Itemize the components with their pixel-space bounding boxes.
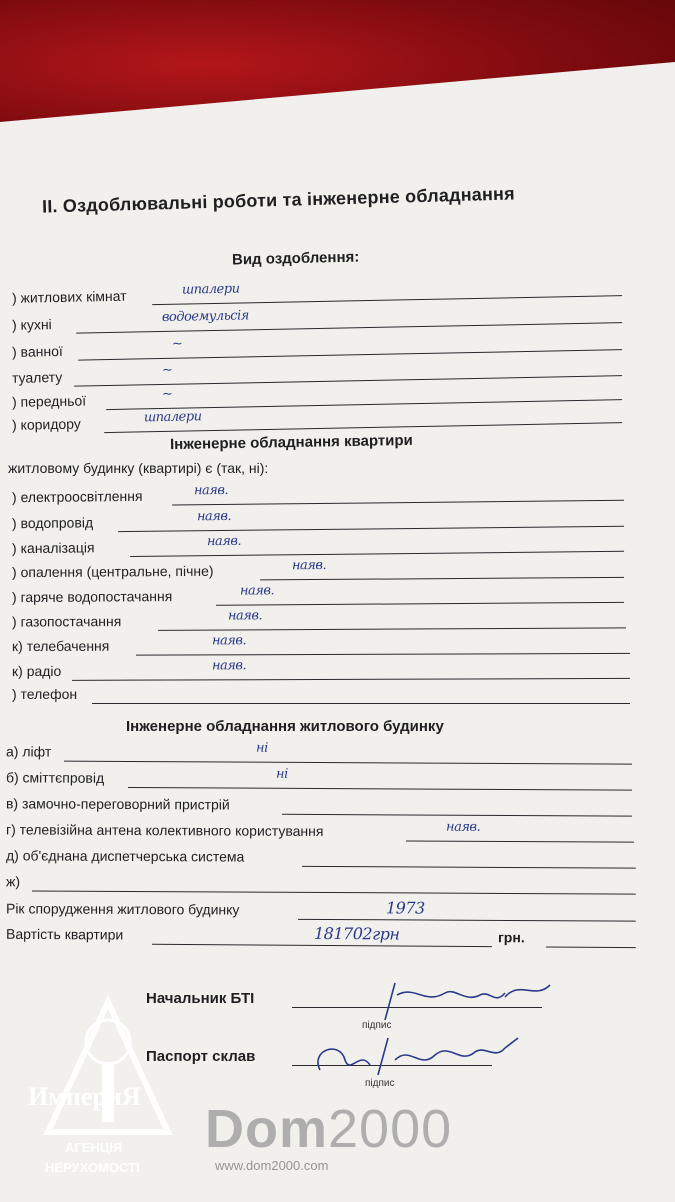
finish-row-label: ) передньої xyxy=(11,392,87,410)
apt-row-label: ) телефон xyxy=(12,686,78,702)
head-bti-label: Начальник БТІ xyxy=(146,990,255,1007)
finish-row-kitchen xyxy=(12,305,624,337)
apt-row-tv xyxy=(11,633,630,658)
handwritten-cost: 181702грн xyxy=(313,923,400,944)
handwritten-value: наяв. xyxy=(227,608,263,624)
signature-head xyxy=(355,975,555,1025)
finish-heading: Вид оздоблення: xyxy=(231,248,360,269)
handwritten-value: наяв. xyxy=(206,533,242,550)
apt-row-label: к) телебачення xyxy=(11,637,110,655)
watermark-url: www.dom2000.com xyxy=(215,1158,329,1173)
apartment-intro-text: житловому будинку (квартирі) є (так, ні): xyxy=(8,460,269,476)
cost-row xyxy=(5,923,646,950)
apt-row-phone xyxy=(12,686,630,706)
finish-row-label: ) кухні xyxy=(11,316,52,333)
fill-line xyxy=(130,551,624,557)
fill-line xyxy=(72,678,630,681)
fill-line xyxy=(118,526,624,532)
fill-line xyxy=(302,866,636,869)
apt-row-label: к) радіо xyxy=(11,662,62,680)
dom2000-watermark xyxy=(205,1098,452,1160)
apt-row-radio xyxy=(11,658,630,683)
apt-row-label: ) водопровід xyxy=(11,514,94,532)
building-row-label: в) замочно-переговорний пристрій xyxy=(5,795,230,813)
building-row-label: б) сміттєпровід xyxy=(5,769,105,786)
fill-line xyxy=(32,890,636,894)
apt-row-hot-water xyxy=(12,585,626,609)
handwritten-value: ~ xyxy=(161,362,173,378)
fill-line xyxy=(136,653,630,656)
logo-subtitle-1: АГЕНЦІЯ xyxy=(65,1140,123,1155)
apt-row-electricity xyxy=(12,483,626,509)
handwritten-value: наяв. xyxy=(291,557,327,574)
cost-label: Вартість квартири xyxy=(5,925,124,943)
watermark-brand-b: 2000 xyxy=(328,1099,453,1159)
fill-line xyxy=(282,814,632,817)
year-label: Рік спорудження житлового будинку xyxy=(5,900,240,918)
handwritten-value: ні xyxy=(275,766,288,782)
signature-caption: підпис xyxy=(362,1020,392,1031)
fill-line xyxy=(128,787,632,791)
fill-line xyxy=(406,840,634,842)
handwritten-value: наяв. xyxy=(239,583,275,599)
apt-row-label: ) каналізація xyxy=(11,539,95,557)
currency-label: грн. xyxy=(497,929,525,946)
finish-row-rooms xyxy=(12,278,624,310)
building-row-antenna xyxy=(6,821,638,844)
finish-row-label: ) коридору xyxy=(11,415,81,433)
apt-row-label: ) опалення (центральне, пічне) xyxy=(11,562,214,581)
handwritten-value: водоемульсія xyxy=(161,308,249,325)
fill-line xyxy=(76,322,622,333)
apt-row-heating xyxy=(11,557,626,584)
apt-row-gas xyxy=(12,610,628,633)
signature-passport xyxy=(300,1030,530,1085)
section-title: ІІ. Оздоблювальні роботи та інженерне обладнання xyxy=(41,183,516,217)
building-row-other xyxy=(6,873,640,896)
watermark-brand-a: Dom xyxy=(205,1099,328,1159)
handwritten-value: наяв. xyxy=(445,819,481,835)
handwritten-value: шпалери xyxy=(143,409,202,426)
handwritten-value: наяв. xyxy=(193,482,229,499)
finish-row-label: ) ванної xyxy=(11,342,63,360)
building-row-intercom xyxy=(6,795,636,818)
fill-line xyxy=(172,500,624,506)
building-row-label: д) об'єднана диспетчерська система xyxy=(5,847,245,865)
signature-caption: підпис xyxy=(365,1078,395,1089)
handwritten-value: наяв. xyxy=(196,508,232,525)
handwritten-value: наяв. xyxy=(211,658,247,674)
building-row-label: а) ліфт xyxy=(5,743,52,760)
handwritten-value: наяв. xyxy=(211,633,247,649)
handwritten-value: ~ xyxy=(171,336,183,352)
year-row xyxy=(6,900,640,923)
apt-row-label: ) електроосвітлення xyxy=(11,487,143,506)
finish-row-label: туалету xyxy=(11,368,63,386)
fill-line xyxy=(298,919,636,922)
handwritten-value: шпалери xyxy=(181,281,240,298)
building-row-dispatch xyxy=(6,847,640,870)
logo-name: ИмпериЯ xyxy=(28,1082,141,1111)
passport-made-label: Паспорт склав xyxy=(146,1048,256,1065)
apt-row-sewerage xyxy=(12,534,626,560)
fill-line xyxy=(158,627,626,630)
fill-line xyxy=(216,602,624,606)
apartment-equipment-heading: Інженерне обладнання квартири xyxy=(169,431,413,454)
finish-row-label: ) житлових кімнат xyxy=(11,287,127,306)
building-row-label: ж) xyxy=(5,873,21,890)
building-equipment-heading: Інженерне обладнання житлового будинку xyxy=(126,718,444,735)
apt-row-label: ) газопостачання xyxy=(11,613,122,630)
building-row-lift xyxy=(5,740,636,766)
fill-line xyxy=(92,703,630,704)
fill-line xyxy=(64,761,632,765)
handwritten-value: ~ xyxy=(161,386,173,402)
apt-row-water xyxy=(12,509,626,535)
building-row-chute xyxy=(5,766,636,792)
building-row-label: г) телевізійна антена колективного користування xyxy=(5,821,324,840)
fill-line xyxy=(260,577,624,581)
fill-line xyxy=(546,947,636,949)
handwritten-value: ні xyxy=(255,740,268,756)
apt-row-label: ) гаряче водопостачання xyxy=(11,588,173,606)
handwritten-year: 1973 xyxy=(385,898,425,918)
logo-subtitle-2: НЕРУХОМОСТІ xyxy=(45,1160,140,1175)
fill-line xyxy=(152,944,492,947)
